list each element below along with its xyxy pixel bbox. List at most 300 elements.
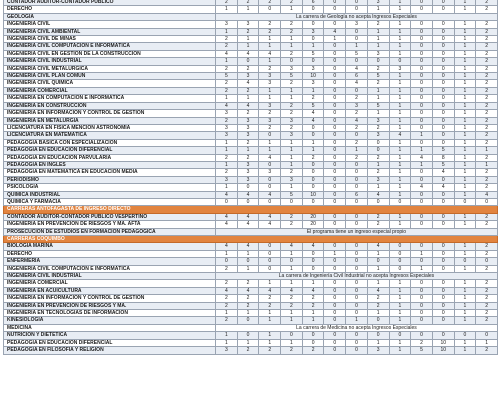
value-cell: 1 <box>302 310 324 317</box>
career-name-cell: KINESIOLOGÍA <box>4 317 216 324</box>
value-cell: 1 <box>389 176 411 183</box>
value-cell: 4 <box>346 80 368 87</box>
value-cell: 0 <box>346 58 368 65</box>
admissions-table-body <box>4 0 498 354</box>
table-row <box>4 295 498 302</box>
value-cell: 4 <box>302 287 324 294</box>
value-cell: 2 <box>476 43 498 50</box>
value-cell: 0 <box>324 87 346 94</box>
value-cell: 1 <box>367 161 389 168</box>
value-cell: 0 <box>346 243 368 250</box>
value-cell: 0 <box>432 102 454 109</box>
value-cell: 0 <box>346 295 368 302</box>
value-cell: 2 <box>216 295 238 302</box>
note-row <box>4 13 498 20</box>
value-cell: 1 <box>454 161 476 168</box>
value-cell: 1 <box>389 80 411 87</box>
value-cell: 0 <box>411 295 433 302</box>
note-cell: La carrera de Medicina no acepta Ingresos Especiales <box>216 324 498 331</box>
value-cell: 0 <box>324 6 346 13</box>
value-cell: 1 <box>454 347 476 354</box>
value-cell: 1 <box>411 132 433 139</box>
value-cell: 2 <box>216 280 238 287</box>
value-cell: 1 <box>454 87 476 94</box>
value-cell: 0 <box>324 302 346 309</box>
value-cell: 3 <box>281 176 303 183</box>
value-cell: 0 <box>432 43 454 50</box>
value-cell: 1 <box>454 50 476 57</box>
value-cell: 2 <box>476 36 498 43</box>
section-header-row <box>4 206 498 213</box>
career-name-cell: ENFERMERÍA <box>4 258 216 265</box>
value-cell: 0 <box>259 132 281 139</box>
table-row <box>4 21 498 28</box>
value-cell: 2 <box>476 184 498 191</box>
table-row <box>4 265 498 272</box>
value-cell: 0 <box>302 265 324 272</box>
value-cell: 3 <box>281 117 303 124</box>
value-cell: 3 <box>216 176 238 183</box>
value-cell: 1 <box>454 310 476 317</box>
value-cell: 1 <box>454 21 476 28</box>
value-cell: 1 <box>454 43 476 50</box>
value-cell: 0 <box>346 221 368 228</box>
value-cell: 1 <box>367 110 389 117</box>
value-cell: 1 <box>281 161 303 168</box>
value-cell: 0 <box>411 0 433 6</box>
value-cell: 2 <box>367 124 389 131</box>
value-cell: 10 <box>302 73 324 80</box>
table-row <box>4 310 498 317</box>
table-row <box>4 287 498 294</box>
value-cell: 1 <box>389 317 411 324</box>
value-cell: 0 <box>411 221 433 228</box>
value-cell: 0 <box>302 169 324 176</box>
value-cell: 0 <box>432 21 454 28</box>
value-cell: 0 <box>411 169 433 176</box>
value-cell: 3 <box>216 21 238 28</box>
value-cell: 0 <box>432 176 454 183</box>
career-name-cell: PROSECUCIÓN DE ESTUDIOS EN FORMACIÓN PEDAGÓGICA <box>4 228 216 235</box>
value-cell: 1 <box>281 265 303 272</box>
value-cell: 2 <box>216 65 238 72</box>
value-cell: 1 <box>454 139 476 146</box>
table-row <box>4 132 498 139</box>
career-name-cell: INGENIERÍA CIVIL AMBIENTAL <box>4 28 216 35</box>
value-cell: 2 <box>281 110 303 117</box>
value-cell: 0 <box>411 117 433 124</box>
value-cell: 2 <box>237 280 259 287</box>
value-cell: 0 <box>411 43 433 50</box>
career-name-cell: INGENIERÍA CIVIL INDUSTRIAL <box>4 273 216 280</box>
value-cell: 1 <box>346 147 368 154</box>
value-cell: 1 <box>389 36 411 43</box>
value-cell: 0 <box>324 295 346 302</box>
value-cell: 0 <box>324 95 346 102</box>
value-cell: 2 <box>281 28 303 35</box>
value-cell: 1 <box>454 154 476 161</box>
value-cell: 2 <box>281 124 303 131</box>
value-cell: 1 <box>216 95 238 102</box>
value-cell: 3 <box>237 73 259 80</box>
career-name-cell: INGENIERÍA CIVIL COMPUTACIÓN E INFORMÁTICA <box>4 43 216 50</box>
value-cell: 0 <box>367 258 389 265</box>
value-cell: 1 <box>367 87 389 94</box>
value-cell: 1 <box>259 339 281 346</box>
value-cell: 1 <box>302 280 324 287</box>
value-cell: 3 <box>367 117 389 124</box>
table-row <box>4 243 498 250</box>
value-cell: 0 <box>346 198 368 205</box>
value-cell: 2 <box>281 21 303 28</box>
value-cell: 1 <box>454 147 476 154</box>
table-row <box>4 347 498 354</box>
value-cell: 0 <box>324 243 346 250</box>
value-cell: 2 <box>237 154 259 161</box>
value-cell: 0 <box>411 87 433 94</box>
table-row <box>4 258 498 265</box>
value-cell: 0 <box>302 6 324 13</box>
value-cell: 0 <box>302 58 324 65</box>
value-cell: 2 <box>367 80 389 87</box>
note-row <box>4 273 498 280</box>
career-name-cell: CONTADOR AUDITOR-CONTADOR PÚBLICO <box>4 0 216 6</box>
value-cell: 1 <box>216 147 238 154</box>
value-cell: 3 <box>281 65 303 72</box>
value-cell: 0 <box>432 87 454 94</box>
value-cell: 1 <box>281 317 303 324</box>
value-cell: 0 <box>411 176 433 183</box>
value-cell: 1 <box>389 110 411 117</box>
value-cell: 2 <box>476 287 498 294</box>
value-cell: 5 <box>281 73 303 80</box>
value-cell: 1 <box>454 176 476 183</box>
value-cell: 1 <box>389 21 411 28</box>
value-cell: 1 <box>367 265 389 272</box>
value-cell: 0 <box>346 258 368 265</box>
table-row <box>4 147 498 154</box>
value-cell: 0 <box>324 154 346 161</box>
career-name-cell: PSICOLOGÍA <box>4 184 216 191</box>
value-cell: 4 <box>281 287 303 294</box>
value-cell: 3 <box>237 176 259 183</box>
note-cell: El programa tiene un ingreso especial propio <box>216 228 498 235</box>
value-cell: 1 <box>454 73 476 80</box>
career-name-cell: GEOLOGÍA <box>4 13 216 20</box>
value-cell: 0 <box>346 0 368 6</box>
career-name-cell: INGENIERÍA CIVIL METALÚRGICA <box>4 65 216 72</box>
value-cell: 2 <box>476 87 498 94</box>
value-cell: 0 <box>302 176 324 183</box>
value-cell: 1 <box>389 87 411 94</box>
value-cell: 0 <box>346 132 368 139</box>
value-cell: 2 <box>237 0 259 6</box>
value-cell: 0 <box>411 198 433 205</box>
value-cell: 0 <box>432 132 454 139</box>
value-cell: 4 <box>432 184 454 191</box>
value-cell: 2 <box>237 87 259 94</box>
value-cell: 2 <box>367 154 389 161</box>
value-cell: 0 <box>237 258 259 265</box>
value-cell: 2 <box>367 169 389 176</box>
value-cell: 0 <box>237 58 259 65</box>
value-cell: 1 <box>302 87 324 94</box>
value-cell: 0 <box>324 117 346 124</box>
value-cell: 1 <box>216 184 238 191</box>
value-cell: 2 <box>476 221 498 228</box>
value-cell: 0 <box>389 198 411 205</box>
value-cell: 2 <box>367 302 389 309</box>
value-cell: 10 <box>432 339 454 346</box>
value-cell: 10 <box>302 191 324 198</box>
value-cell: 2 <box>281 302 303 309</box>
value-cell: 4 <box>216 243 238 250</box>
table-row <box>4 280 498 287</box>
table-row <box>4 43 498 50</box>
value-cell: 4 <box>259 221 281 228</box>
table-row <box>4 139 498 146</box>
career-name-cell: INGENIERÍA CIVIL COMPUTACIÓN E INFORMÁTICA <box>4 265 216 272</box>
value-cell: 0 <box>324 221 346 228</box>
value-cell: 0 <box>432 65 454 72</box>
value-cell: 2 <box>216 117 238 124</box>
table-row <box>4 102 498 109</box>
value-cell: 1 <box>454 243 476 250</box>
value-cell: 1 <box>237 95 259 102</box>
value-cell: 0 <box>259 250 281 257</box>
value-cell: 1 <box>389 161 411 168</box>
value-cell: 1 <box>411 250 433 257</box>
value-cell: 0 <box>432 258 454 265</box>
value-cell: 2 <box>237 139 259 146</box>
value-cell: 1 <box>389 339 411 346</box>
value-cell: 0 <box>476 258 498 265</box>
value-cell: 1 <box>389 117 411 124</box>
value-cell: 4 <box>237 50 259 57</box>
table-row <box>4 73 498 80</box>
value-cell: 2 <box>476 28 498 35</box>
value-cell: 4 <box>346 117 368 124</box>
value-cell: 4 <box>281 243 303 250</box>
value-cell: 1 <box>237 339 259 346</box>
value-cell: 1 <box>389 213 411 220</box>
value-cell: 0 <box>346 302 368 309</box>
value-cell: 1 <box>259 58 281 65</box>
value-cell: 1 <box>216 28 238 35</box>
value-cell: 0 <box>411 191 433 198</box>
value-cell: 0 <box>389 58 411 65</box>
value-cell: 1 <box>346 43 368 50</box>
value-cell: 5 <box>281 191 303 198</box>
value-cell: 0 <box>324 310 346 317</box>
value-cell: 1 <box>411 265 433 272</box>
table-row <box>4 339 498 346</box>
value-cell: 0 <box>346 332 368 339</box>
table-row <box>4 124 498 131</box>
value-cell: 0 <box>346 176 368 183</box>
value-cell: 4 <box>259 50 281 57</box>
value-cell: 4 <box>237 102 259 109</box>
value-cell: 0 <box>324 280 346 287</box>
value-cell: 3 <box>237 132 259 139</box>
value-cell: 0 <box>432 243 454 250</box>
value-cell: 2 <box>476 6 498 13</box>
value-cell: 1 <box>454 250 476 257</box>
value-cell: 2 <box>259 0 281 6</box>
value-cell: 2 <box>302 302 324 309</box>
value-cell: 6 <box>302 0 324 6</box>
table-row <box>4 65 498 72</box>
value-cell: 2 <box>281 0 303 6</box>
value-cell: 1 <box>389 43 411 50</box>
value-cell: 0 <box>411 95 433 102</box>
value-cell: 1 <box>281 310 303 317</box>
career-name-cell: INGENIERÍA EN ACUICULTURA <box>4 287 216 294</box>
table-row <box>4 191 498 198</box>
value-cell: 2 <box>216 87 238 94</box>
value-cell: 2 <box>281 295 303 302</box>
section-header-row <box>4 236 498 243</box>
value-cell: 3 <box>389 65 411 72</box>
career-name-cell: INGENIERÍA EN PREVENCIÓN DE RIESGOS Y MA. <box>4 302 216 309</box>
value-cell: 3 <box>346 21 368 28</box>
value-cell: 2 <box>411 339 433 346</box>
value-cell: 0 <box>432 58 454 65</box>
value-cell: 4 <box>367 191 389 198</box>
value-cell: 0 <box>367 198 389 205</box>
value-cell: 1 <box>259 87 281 94</box>
value-cell: 0 <box>259 243 281 250</box>
value-cell: 0 <box>389 243 411 250</box>
value-cell: 0 <box>324 139 346 146</box>
value-cell: 0 <box>432 280 454 287</box>
value-cell: 2 <box>367 213 389 220</box>
value-cell: 1 <box>302 317 324 324</box>
value-cell: 0 <box>302 161 324 168</box>
value-cell: 1 <box>281 250 303 257</box>
value-cell: 0 <box>367 317 389 324</box>
value-cell: 0 <box>346 6 368 13</box>
value-cell: 2 <box>476 110 498 117</box>
value-cell: 4 <box>259 154 281 161</box>
value-cell: 2 <box>259 124 281 131</box>
value-cell: 2 <box>259 21 281 28</box>
value-cell: 2 <box>259 295 281 302</box>
value-cell: 3 <box>367 347 389 354</box>
career-name-cell: DERECHO <box>4 250 216 257</box>
career-name-cell: MEDICINA <box>4 324 216 331</box>
value-cell: 0 <box>411 302 433 309</box>
value-cell: 0 <box>411 102 433 109</box>
value-cell: 1 <box>389 191 411 198</box>
value-cell: 3 <box>367 176 389 183</box>
value-cell: 1 <box>216 58 238 65</box>
value-cell: 0 <box>432 265 454 272</box>
value-cell: 1 <box>367 28 389 35</box>
value-cell: 4 <box>346 65 368 72</box>
career-name-cell: INGENIERÍA EN METALURGIA <box>4 117 216 124</box>
value-cell: 0 <box>411 243 433 250</box>
value-cell: 0 <box>432 50 454 57</box>
value-cell: 0 <box>432 36 454 43</box>
value-cell: 0 <box>216 258 238 265</box>
value-cell: 2 <box>476 176 498 183</box>
value-cell: 1 <box>389 221 411 228</box>
value-cell: 0 <box>432 80 454 87</box>
value-cell: 1 <box>476 161 498 168</box>
value-cell: 4 <box>367 243 389 250</box>
value-cell: 2 <box>476 73 498 80</box>
value-cell: 1 <box>389 280 411 287</box>
value-cell: 2 <box>259 347 281 354</box>
value-cell: 0 <box>432 139 454 146</box>
value-cell: 0 <box>281 332 303 339</box>
value-cell: 1 <box>216 161 238 168</box>
value-cell: 4 <box>302 110 324 117</box>
value-cell: 0 <box>346 36 368 43</box>
value-cell: 0 <box>259 6 281 13</box>
table-row <box>4 250 498 257</box>
value-cell: 1 <box>324 250 346 257</box>
value-cell: 1 <box>454 0 476 6</box>
value-cell: 1 <box>454 265 476 272</box>
value-cell: 2 <box>476 95 498 102</box>
value-cell: 0 <box>432 198 454 205</box>
value-cell: 1 <box>454 132 476 139</box>
value-cell: 1 <box>367 310 389 317</box>
value-cell: 1 <box>281 154 303 161</box>
value-cell: 0 <box>346 250 368 257</box>
value-cell: 0 <box>411 258 433 265</box>
value-cell: 1 <box>281 184 303 191</box>
career-name-cell: INGENIERÍA COMERCIAL <box>4 280 216 287</box>
career-name-cell: QUÍMICA Y FARMACIA <box>4 198 216 205</box>
table-row <box>4 317 498 324</box>
value-cell: 1 <box>454 302 476 309</box>
value-cell: 0 <box>324 332 346 339</box>
value-cell: 2 <box>302 347 324 354</box>
value-cell: 1 <box>389 73 411 80</box>
value-cell: 1 <box>367 339 389 346</box>
career-name-cell: INGENIERÍA EN PREVENCIÓN DE RIESGOS Y MA. AFTA <box>4 221 216 228</box>
value-cell: 1 <box>454 213 476 220</box>
table-row <box>4 110 498 117</box>
value-cell: 0 <box>411 80 433 87</box>
career-name-cell: INGENIERÍA EN CONSTRUCCIÓN <box>4 102 216 109</box>
value-cell: 0 <box>281 198 303 205</box>
value-cell: 1 <box>454 295 476 302</box>
table-row <box>4 213 498 220</box>
value-cell: 2 <box>302 154 324 161</box>
value-cell: 1 <box>389 154 411 161</box>
value-cell: 0 <box>411 36 433 43</box>
value-cell: 0 <box>411 139 433 146</box>
value-cell: 1 <box>281 147 303 154</box>
value-cell: 0 <box>411 50 433 57</box>
value-cell: 0 <box>324 287 346 294</box>
value-cell: 0 <box>324 124 346 131</box>
value-cell: 1 <box>454 191 476 198</box>
value-cell: 0 <box>389 258 411 265</box>
value-cell: 2 <box>476 117 498 124</box>
value-cell: 0 <box>324 80 346 87</box>
value-cell: 0 <box>411 6 433 13</box>
value-cell: 1 <box>216 332 238 339</box>
value-cell: 2 <box>476 139 498 146</box>
value-cell: 3 <box>367 0 389 6</box>
value-cell: 0 <box>259 176 281 183</box>
value-cell: 0 <box>346 287 368 294</box>
